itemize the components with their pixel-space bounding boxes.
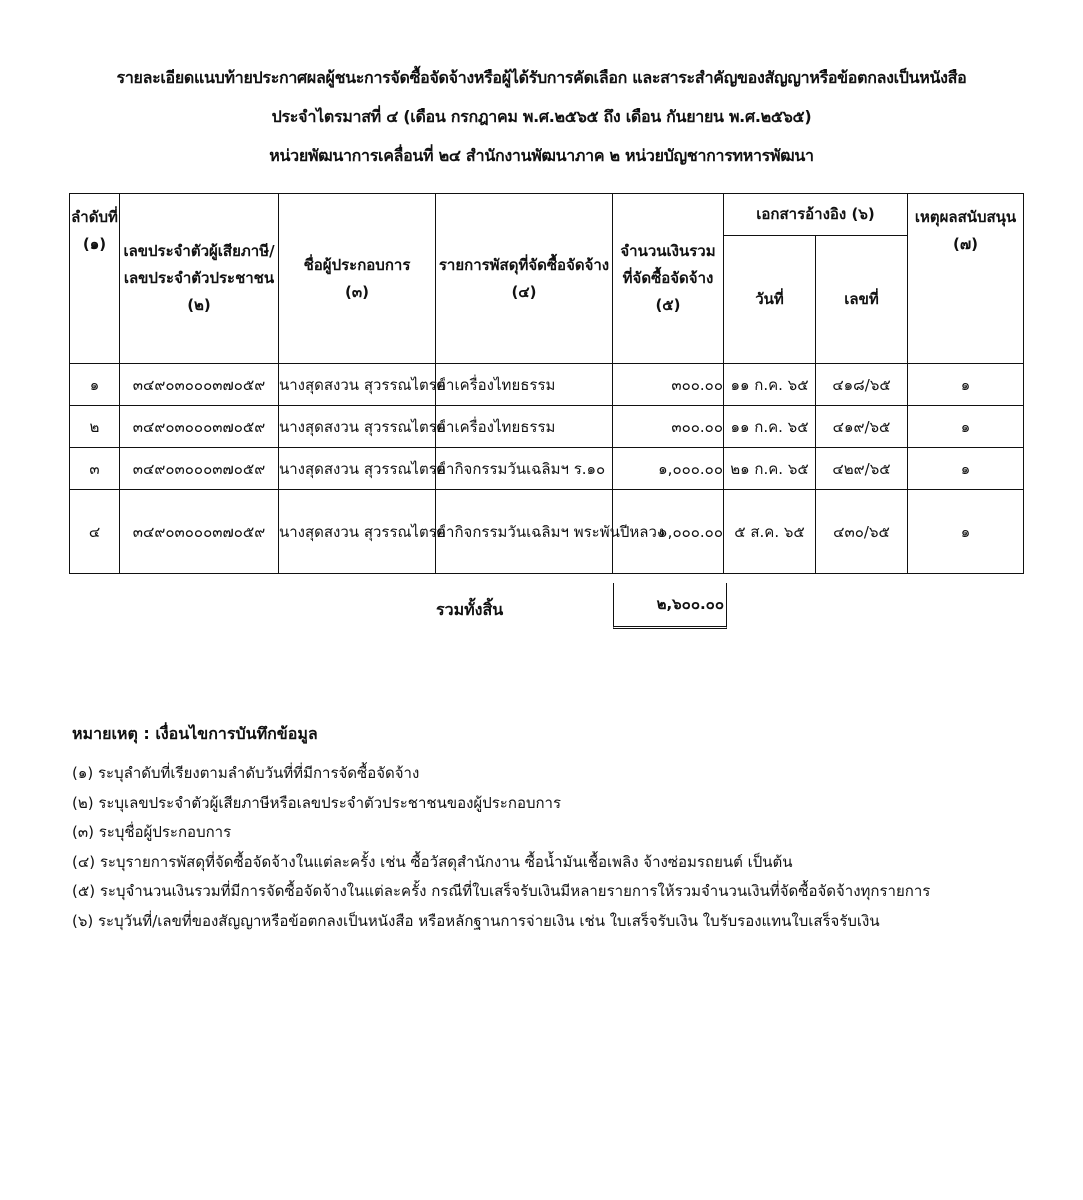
note-line: (๑) ระบุลำดับที่เรียงตามลำดับวันที่ที่มีการจัดซื้อจัดจ้าง [72, 764, 420, 782]
header-sequence-label: ลำดับที่ [71, 208, 118, 226]
cell-amount: ๓๐๐.๐๐ [613, 364, 724, 406]
note-line: (๒) ระบุเลขประจำตัวผู้เสียภาษีหรือเลขประจำตัวประชาชนของผู้ประกอบการ [72, 793, 562, 812]
header-amount-label-a: จำนวนเงินรวม [620, 242, 716, 260]
cell-date: ๒๑ ก.ค. ๖๕ [724, 448, 816, 490]
header-amount-label-b: ที่จัดซื้อจัดจ้าง [622, 269, 714, 287]
cell-reason: ๑ [908, 448, 1024, 490]
header-tax-id-label-a: เลขประจำตัวผู้เสียภาษี/ [123, 242, 275, 260]
cell-item: ค่าเครื่องไทยธรรม [436, 406, 613, 448]
table-row [70, 490, 1024, 574]
header-tax-id [120, 194, 279, 364]
cell-vendor: นางสุดสงวน สุวรรณไตรย์ [279, 406, 436, 448]
cell-amount: ๓๐๐.๐๐ [613, 406, 724, 448]
notes-section [72, 722, 930, 936]
table-row [70, 448, 1024, 490]
cell-item: ค่ากิจกรรมวันเฉลิมฯ พระพันปีหลวง [436, 490, 613, 574]
total-amount: ๒,๖๐๐.๐๐ [613, 583, 727, 629]
procurement-table [69, 193, 1024, 574]
cell-reason: ๑ [908, 364, 1024, 406]
header-tax-id-number: (๒) [187, 296, 211, 314]
cell-item: ค่าเครื่องไทยธรรม [436, 364, 613, 406]
cell-vendor: นางสุดสงวน สุวรรณไตรย์ [279, 490, 436, 574]
table-row [70, 406, 1024, 448]
cell-sequence: ๑ [70, 364, 120, 406]
header-sequence [70, 194, 120, 364]
header-amount-number: (๕) [655, 296, 681, 314]
header-item [436, 194, 613, 364]
header-item-number: (๔) [511, 282, 537, 301]
notes-heading: หมายเหตุ : เงื่อนไขการบันทึกข้อมูล [72, 724, 318, 743]
cell-date: ๑๑ ก.ค. ๖๕ [724, 364, 816, 406]
cell-doc-number: ๔๑๙/๖๕ [816, 406, 908, 448]
header-sequence-number: (๑) [82, 235, 107, 253]
header-reason-number: (๗) [953, 235, 978, 253]
cell-tax-id: ๓๔๙๐๓๐๐๐๓๗๐๕๙ [120, 406, 279, 448]
cell-reason: ๑ [908, 490, 1024, 574]
table-row [70, 364, 1024, 406]
document-title-line-1: รายละเอียดแนบท้ายประกาศผลผู้ชนะการจัดซื้อจัดจ้างหรือผู้ได้รับการคัดเลือก และสาระสำคัญของสัญญาหรือข้อตกลงเป็นหนังสือ [116, 68, 967, 87]
header-reference-docs: เอกสารอ้างอิง (๖) [724, 194, 908, 236]
header-reason-label: เหตุผลสนับสนุน [914, 208, 1017, 226]
header-ref-number: เลขที่ [816, 236, 908, 364]
header-vendor [279, 194, 436, 364]
document-title-line-2: ประจำไตรมาสที่ ๔ (เดือน กรกฎาคม พ.ศ.๒๕๖๕ ถึง เดือน กันยายน พ.ศ.๒๕๖๕) [271, 107, 812, 126]
cell-amount: ๑,๐๐๐.๐๐ [613, 448, 724, 490]
header-amount [613, 194, 724, 364]
note-line: (๕) ระบุจำนวนเงินรวมที่มีการจัดซื้อจัดจ้างในแต่ละครั้ง กรณีที่ใบเสร็จรับเงินมีหลายรายการให้รวมจำนวนเงินที่จัดซื้อจัดจ้างทุกรายการ [72, 882, 931, 900]
header-reason [908, 194, 1024, 364]
cell-vendor: นางสุดสงวน สุวรรณไตรย์ [279, 364, 436, 406]
cell-date: ๑๑ ก.ค. ๖๕ [724, 406, 816, 448]
cell-sequence: ๔ [70, 490, 120, 574]
cell-item: ค่ากิจกรรมวันเฉลิมฯ ร.๑๐ [436, 448, 613, 490]
cell-sequence: ๒ [70, 406, 120, 448]
header-vendor-number: (๓) [345, 282, 369, 301]
total-label: รวมทั้งสิ้น [436, 600, 504, 619]
cell-tax-id: ๓๔๙๐๓๐๐๐๓๗๐๕๙ [120, 364, 279, 406]
cell-doc-number: ๔๑๘/๖๕ [816, 364, 908, 406]
header-item-label: รายการพัสดุที่จัดซื้อจัดจ้าง [438, 255, 610, 274]
cell-amount: ๑,๐๐๐.๐๐ [613, 490, 724, 574]
cell-reason: ๑ [908, 406, 1024, 448]
cell-sequence: ๓ [70, 448, 120, 490]
note-line: (๖) ระบุวันที่/เลขที่ของสัญญาหรือข้อตกลงเป็นหนังสือ หรือหลักฐานการจ่ายเงิน เช่น ใบเสร็จรับเงิน ใบรับรองแทนใบเสร็จรับเงิน [72, 911, 880, 930]
cell-vendor: นางสุดสงวน สุวรรณไตรย์ [279, 448, 436, 490]
note-line: (๔) ระบุรายการพัสดุที่จัดซื้อจัดจ้างในแต่ละครั้ง เช่น ซื้อวัสดุสำนักงาน ซื้อน้ำมันเชื้อเพลิง จ้างซ่อมรถยนต์ เป็นต้น [72, 852, 793, 871]
cell-doc-number: ๔๓๐/๖๕ [816, 490, 908, 574]
cell-tax-id: ๓๔๙๐๓๐๐๐๓๗๐๕๙ [120, 490, 279, 574]
cell-date: ๕ ส.ค. ๖๕ [724, 490, 816, 574]
document-title-line-3: หน่วยพัฒนาการเคลื่อนที่ ๒๔ สำนักงานพัฒนาภาค ๒ หน่วยบัญชาการทหารพัฒนา [269, 146, 814, 165]
header-ref-date: วันที่ [724, 236, 816, 364]
header-tax-id-label-b: เลขประจำตัวประชาชน [123, 269, 275, 287]
cell-tax-id: ๓๔๙๐๓๐๐๐๓๗๐๕๙ [120, 448, 279, 490]
header-vendor-label: ชื่อผู้ประกอบการ [303, 255, 411, 274]
cell-doc-number: ๔๒๙/๖๕ [816, 448, 908, 490]
note-line: (๓) ระบุชื่อผู้ประกอบการ [72, 823, 232, 841]
